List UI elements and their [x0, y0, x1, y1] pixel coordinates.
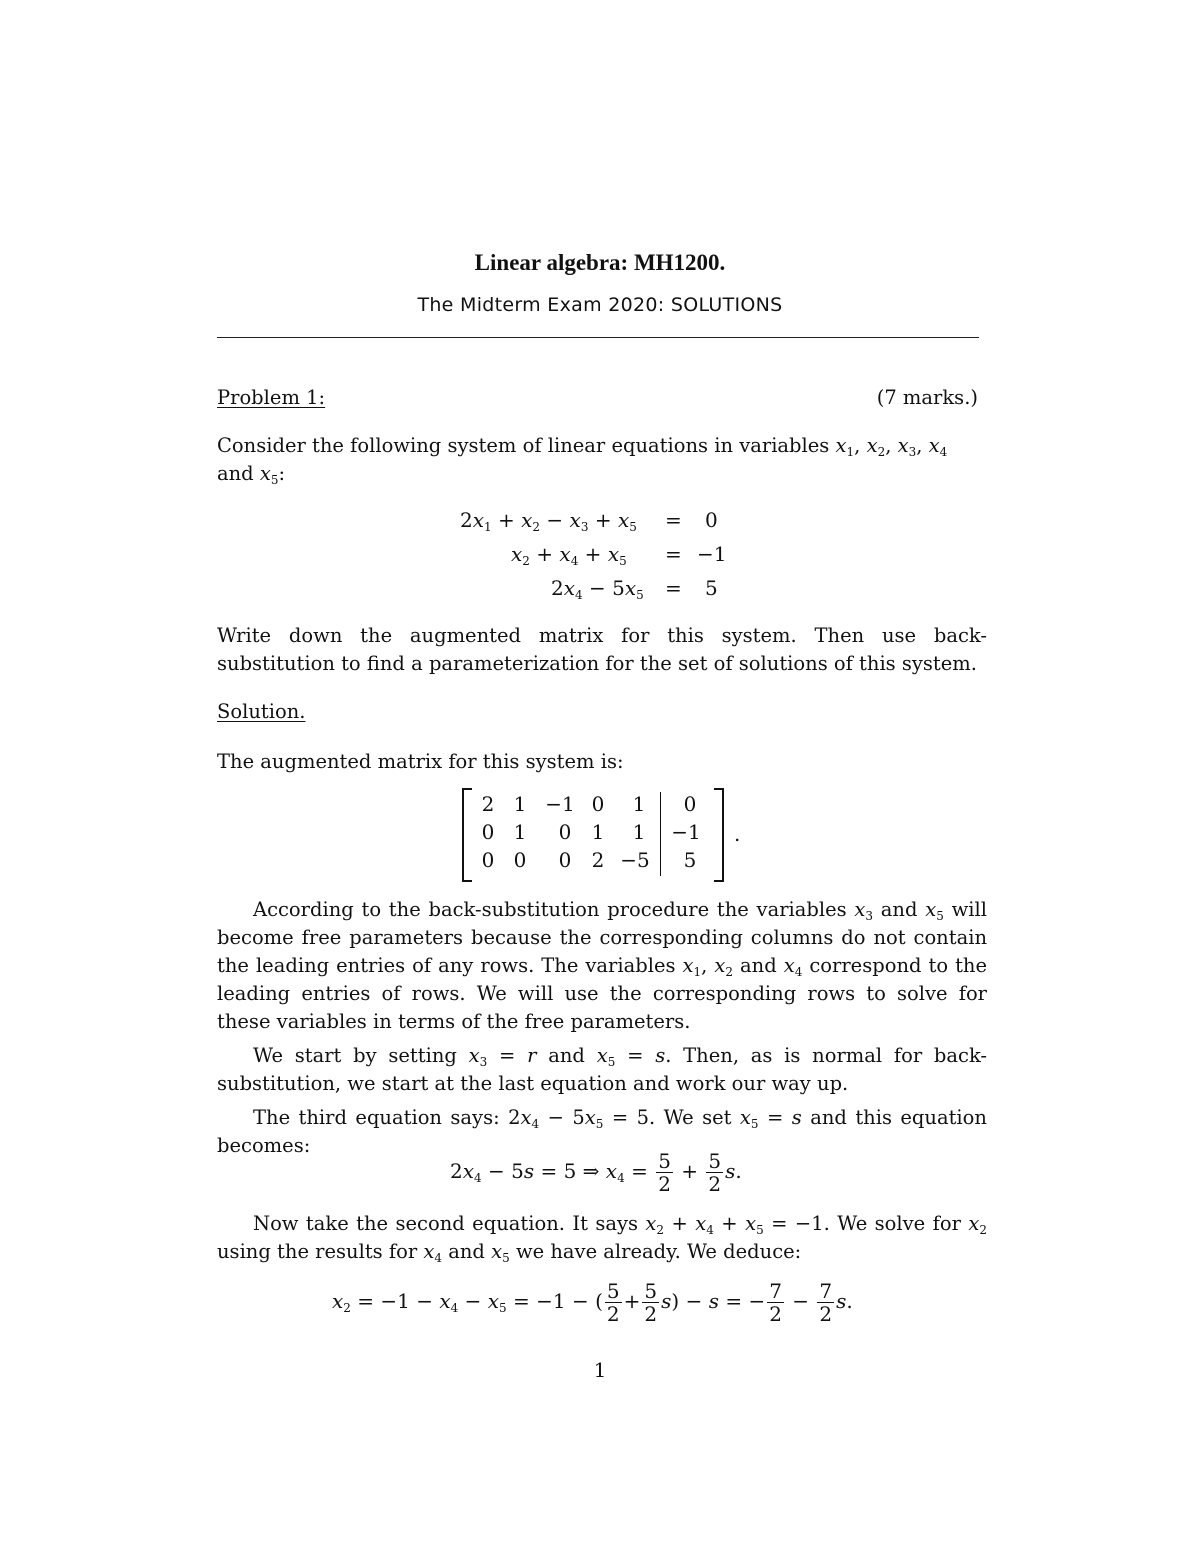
matrix-cell: 1 [632, 820, 646, 844]
equation-3-rel: = [665, 576, 682, 600]
fraction: $\frac{5}{2}$ [644, 1279, 658, 1326]
problem-intro: Consider the following system of linear equations in variables $x_1$, $x_2$, $x_3$, $x_4$ and $x_5$: [217, 434, 948, 487]
p4-text-d: and [448, 1240, 485, 1263]
matrix-cell: −1 [545, 792, 575, 816]
equation-1-rhs: 0 [705, 508, 718, 532]
fraction: $\frac{5}{2}$ [606, 1279, 620, 1326]
equation-3-lhs: $2x_4 - 5x_5$ [551, 576, 644, 602]
solution-paragraph-3: The third equation says: $2x_4 - 5x_5 = 5$. We set $x_5 = s$ and this equation becomes: [217, 1106, 987, 1157]
p3-text-a: The third equation says: [253, 1106, 500, 1129]
equation-1-rel: = [665, 508, 682, 532]
intro-and: and [217, 462, 254, 485]
problem-task: Write down the augmented matrix for this system. Then use back-substitution to find a parameterization for the set of solutions of this system. [217, 624, 987, 675]
matrix-cell: 0 [481, 820, 495, 844]
problem-label: Problem 1: [217, 386, 326, 409]
matrix-augment-bar [660, 792, 661, 876]
matrix-cell: 0 [591, 792, 605, 816]
fraction: $\frac{7}{2}$ [769, 1279, 782, 1326]
matrix-intro: The augmented matrix for this system is: [217, 750, 624, 773]
matrix-cell: 1 [513, 820, 527, 844]
matrix-cell: 0 [513, 848, 527, 872]
p4-text-a: Now take the second equation. It says [253, 1212, 638, 1235]
matrix-cell: −5 [620, 848, 650, 872]
fraction: $\frac{7}{2}$ [819, 1279, 833, 1326]
p3-text-c: and this equation becomes: [217, 1106, 987, 1157]
solution-paragraph-2: We start by setting $x_3 = r$ and $x_5 = s$. Then, as is normal for back-substitution, we start at the last equation and work our way up. [217, 1044, 988, 1095]
document-subtitle: The Midterm Exam 2020: SOLUTIONS [417, 294, 783, 316]
solution-paragraph-1: According to the back-substitution procedure the variables $x_3$ and $x_5$ will become free parameters because the corresponding columns do not contain the leading entries of any rows. The variables $x_1$, $x_2$ and $x_4$ correspond to the leading entries of rows. We will use the corresponding rows to solve for these variables in terms of the free parameters. [217, 898, 988, 1033]
display-equation-x2: $x_2 = -1 - x_4 - x_5 = -1$ − ( $\frac{5}{2}$ + $\frac{5}{2}$ s) − s = − $\frac{7}{2}$ − $\frac{7}{2}$ s. [332, 1279, 853, 1326]
matrix-cell: 0 [683, 792, 697, 816]
matrix-cell: 1 [591, 820, 605, 844]
solution-label: Solution. [217, 700, 306, 723]
matrix-cell: 0 [558, 848, 572, 872]
p4-text-b: We solve for [837, 1212, 961, 1235]
p3-text-b: We set [663, 1106, 732, 1129]
matrix-cell: 2 [591, 848, 605, 872]
matrix-cell: 0 [558, 820, 572, 844]
p1-text-e: correspond to the leading entries of rows. We will use the corresponding rows to solve for these variables in terms of the free parameters. [217, 954, 988, 1033]
p4-text-c: using the results for [217, 1240, 418, 1263]
p1-text-b: and [880, 898, 918, 921]
fraction: $\frac{5}{2}$ [658, 1149, 671, 1196]
p1-text-c: will become free parameters because the corresponding columns do not contain the leading entries of any rows. The variables [217, 898, 988, 977]
fraction: $\frac{5}{2}$ [708, 1149, 722, 1196]
equation-3-rhs: 5 [705, 576, 718, 600]
equation-1-lhs: $2x_1 + x_2 - x_3 + x_5$ [460, 508, 637, 534]
p2-text-a: We start by setting [253, 1044, 457, 1067]
display-equation-x4: $2x_4 - 5s = 5$ ⇒ $x_4$ = $\frac{5}{2}$ + $\frac{5}{2}$ s. [450, 1149, 742, 1196]
equation-2-rhs: −1 [697, 542, 727, 566]
p1-text-d: and [740, 954, 777, 977]
matrix-cell: −1 [671, 820, 701, 844]
p2-text-c: Then, as is normal for back-substitution, we start at the last equation and work our way up. [217, 1044, 988, 1095]
document-title: Linear algebra: MH1200. [474, 250, 726, 275]
matrix-cell: 5 [683, 848, 697, 872]
p2-text-b: and [548, 1044, 585, 1067]
page-number: 1 [593, 1358, 607, 1382]
matrix-right-bracket [714, 788, 724, 882]
matrix-cell: 0 [481, 848, 495, 872]
matrix-cell: 1 [632, 792, 646, 816]
p4-text-e: we have already. We deduce: [515, 1240, 802, 1263]
matrix-cell: 1 [513, 792, 527, 816]
p1-text-a: According to the back-substitution procedure the variables [253, 898, 847, 921]
problem-marks: (7 marks.) [876, 386, 978, 409]
matrix-cell: 2 [481, 792, 495, 816]
matrix-period: . [734, 822, 741, 846]
solution-paragraph-4: Now take the second equation. It says $x_2 + x_4 + x_5 = -1$. We solve for $x_2$ using the results for $x_4$ and $x_5$ we have already. We deduce: [217, 1212, 987, 1265]
equation-2-lhs: $x_2 + x_4 + x_5$ [511, 542, 627, 568]
header-rule [217, 337, 979, 338]
intro-text: Consider the following system of linear equations in variables [217, 434, 830, 457]
equation-2-rel: = [665, 542, 682, 566]
